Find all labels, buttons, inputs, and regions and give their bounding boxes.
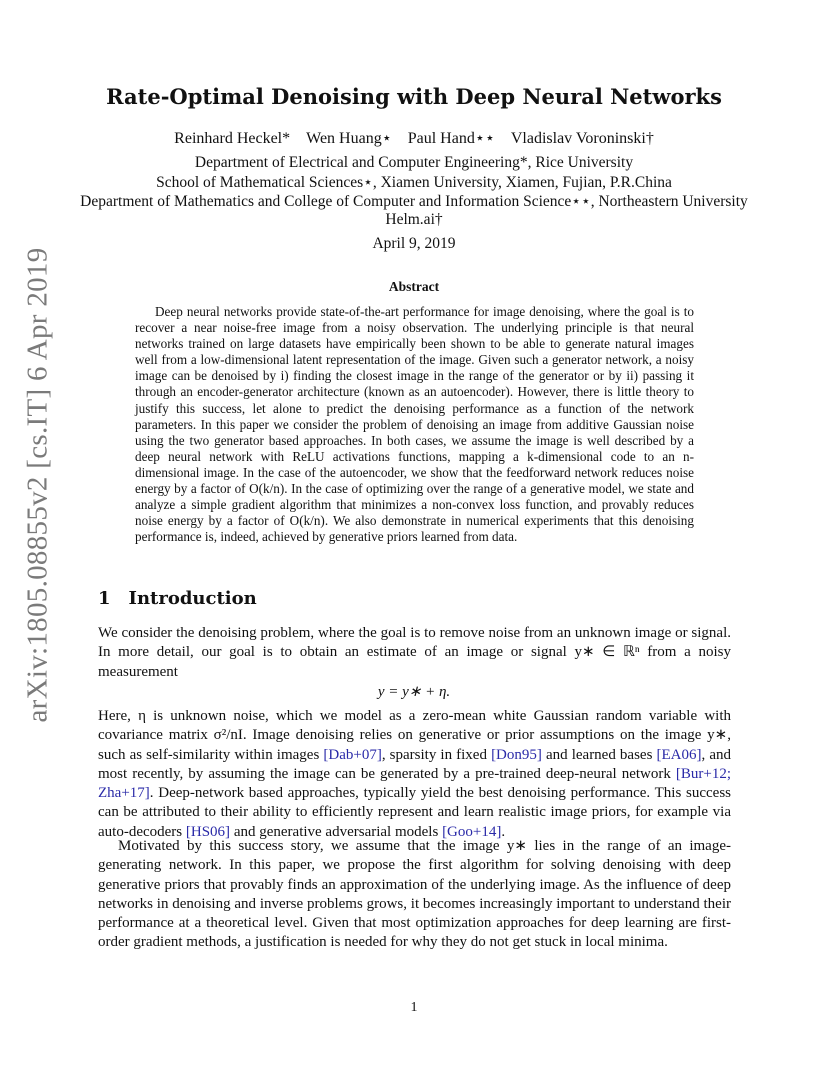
author-heckel: Reinhard Heckel*: [174, 130, 291, 147]
citation-zha17[interactable]: Zha+17]: [98, 785, 150, 802]
citation-don95[interactable]: [Don95]: [491, 746, 542, 763]
measurement-equation: y = y∗ + η.: [377, 684, 451, 700]
abstract-text: Deep neural networks provide state-of-the-art performance for image denoising, where the goal is to recover a near noise-free image from a noisy observation. The underlying principle is that neural networks trained on large datasets have empirically been shown to be able to generate natural images well from a low-dimensional latent representation of the image. Given such a generator network, a noisy image can be denoised by i) finding the closest image in the range of the generator or by ii) passing it through an encoder-generator architecture (known as an autoencoder). However, there is little theory to justify this success, let alone to predict the denoising performance as a function of the network parameters. In this paper we consider the problem of denoising an image from additive Gaussian noise using the two generator based approaches. In both cases, we assume the image is well described by a deep neural network with ReLU activations functions, mapping a k-dimensional code to an n-dimensional image. In the case of the autoencoder, we show that the feedforward network reduces noise energy by a factor of O(k/n). In the case of optimizing over the range of a generative model, we state and analyze a simple gradient algorithm that minimizes a non-convex loss function, and provably reduces noise energy by a factor of O(k/n). We also demonstrate in numerical experiments that this denoising performance is, indeed, achieved by generative priors learned from data.: [135, 304, 694, 545]
citation-bur12[interactable]: [Bur+12;: [675, 765, 731, 782]
citation-goo14[interactable]: [Goo+14]: [442, 823, 502, 840]
author-huang: Wen Huang⋆: [306, 130, 392, 147]
citation-ea06[interactable]: [EA06]: [656, 746, 702, 763]
page-number: 1: [410, 1000, 418, 1015]
affiliation-helm: Helm.ai†: [385, 211, 443, 228]
paper-title: Rate-Optimal Denoising with Deep Neural Networks: [106, 84, 722, 109]
intro-paragraph-1: We consider the denoising problem, where the goal is to remove noise from an unknown image or signal. In more detail, our goal is to obtain an estimate of an image or signal y∗ ∈ ℝⁿ from a noisy measurement: [98, 625, 731, 680]
section-number: 1: [98, 588, 111, 609]
intro-paragraph-2: [98, 707, 731, 842]
affiliation-rice: Department of Electrical and Computer Engineering*, Rice University: [194, 154, 634, 171]
author-voroninski: Vladislav Voroninski†: [510, 130, 654, 147]
text-segment: .: [501, 823, 506, 840]
section-title: Introduction: [128, 588, 257, 609]
text-segment: and generative adversarial models: [230, 823, 443, 840]
affiliation-xiamen: School of Mathematical Sciences⋆, Xiamen University, Xiamen, Fujian, P.R.China: [156, 174, 672, 191]
text-segment: , and most recently, by assuming the image can be generated by a pre-trained deep-neural network: [98, 746, 731, 782]
text-segment: and learned bases: [541, 746, 657, 763]
paper-date: April 9, 2019: [372, 235, 456, 252]
text-segment: Here, η is unknown noise, which we model as a zero-mean white Gaussian random variable with covariance matrix σ²/nI. Image denoising relies on generative or prior assumptions on the image y∗, such as self-similarity within images: [98, 708, 731, 763]
section-heading: [98, 588, 257, 609]
text-segment: . Deep-network based approaches, typically yield the best denoising performance. This success can be attributed to their ability to efficiently represent and learn realistic image priors, for example via auto-decoders: [98, 785, 731, 840]
abstract-heading: Abstract: [388, 279, 440, 294]
text-segment: , sparsity in fixed: [381, 746, 492, 763]
citation-dab07[interactable]: [Dab+07]: [323, 746, 382, 763]
intro-paragraph-3: Motivated by this success story, we assume that the image y∗ lies in the range of an image-generating network. In this paper, we propose the first algorithm for solving denoising with deep generative priors that provably finds an approximation of the underlying image. As the influence of deep networks in denoising and inverse problems grows, it becomes increasingly important to understand their performance at a theoretical level. Given that most optimization approaches for deep learning are first-order gradient methods, a justification is needed for why they do not get stuck in local minima.: [98, 838, 731, 951]
arxiv-identifier: arXiv:1805.08855v2 [cs.IT] 6 Apr 2019: [21, 247, 54, 723]
affiliation-northeastern: Department of Mathematics and College of Computer and Information Science⋆⋆, Northeastern University: [80, 193, 748, 210]
author-list: [0, 128, 828, 148]
citation-hs06[interactable]: [HS06]: [185, 823, 231, 840]
author-hand: Paul Hand⋆⋆: [407, 130, 495, 147]
